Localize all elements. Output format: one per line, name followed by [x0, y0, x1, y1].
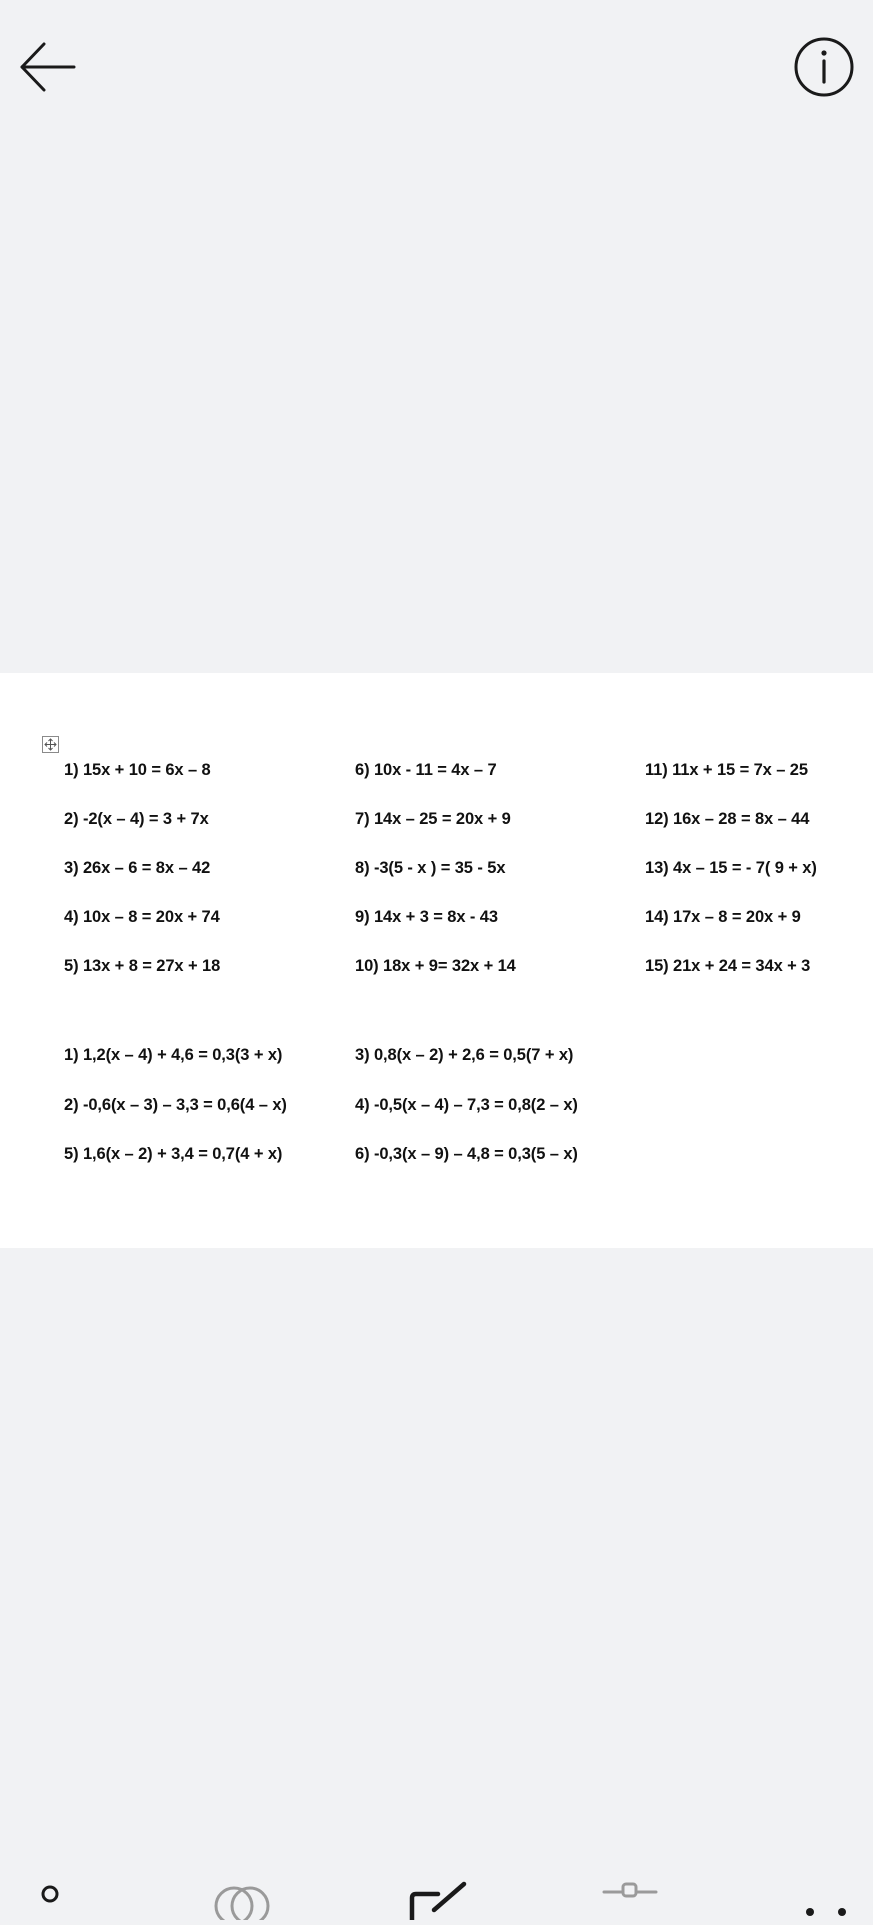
bottom-nav: [0, 1880, 873, 1920]
arrow-left-icon: [18, 38, 78, 98]
decimal-equation-4: 4) -0,5(x – 4) – 7,3 = 0,8(2 – x): [355, 1096, 578, 1114]
equation-11: 11) 11x + 15 = 7x – 25: [645, 761, 808, 779]
equation-5: 5) 13x + 8 = 27x + 18: [64, 957, 221, 975]
worksheet-image[interactable]: [0, 673, 873, 1248]
edit-icon[interactable]: [404, 1880, 468, 1920]
equation-13: 13) 4x – 15 = - 7( 9 + x): [645, 859, 817, 877]
back-button[interactable]: [18, 38, 78, 98]
decimal-equation-5: 5) 1,6(x – 2) + 3,4 = 0,7(4 + x): [64, 1145, 283, 1163]
decimal-equation-3: 3) 0,8(x – 2) + 2,6 = 0,5(7 + x): [355, 1046, 574, 1064]
equation-15: 15) 21x + 24 = 34x + 3: [645, 957, 811, 975]
person-icon[interactable]: [36, 1880, 64, 1920]
equation-1: 1) 15x + 10 = 6x – 8: [64, 761, 211, 779]
equation-3: 3) 26x – 6 = 8x – 42: [64, 859, 211, 877]
equation-4: 4) 10x – 8 = 20x + 74: [64, 908, 220, 926]
decimal-equation-1: 1) 1,2(x – 4) + 4,6 = 0,3(3 + x): [64, 1046, 283, 1064]
equation-10: 10) 18x + 9= 32x + 14: [355, 957, 516, 975]
move-handle-icon: [42, 736, 59, 753]
more-icon[interactable]: [800, 1880, 850, 1920]
equation-2: 2) -2(x – 4) = 3 + 7x: [64, 810, 209, 828]
adjust-icon[interactable]: [600, 1880, 660, 1920]
equation-7: 7) 14x – 25 = 20x + 9: [355, 810, 511, 828]
equation-9: 9) 14x + 3 = 8x - 43: [355, 908, 498, 926]
decimal-equation-2: 2) -0,6(x – 3) – 3,3 = 0,6(4 – x): [64, 1096, 287, 1114]
info-button[interactable]: [793, 36, 855, 98]
equation-14: 14) 17x – 8 = 20x + 9: [645, 908, 801, 926]
overlap-icon[interactable]: [210, 1880, 274, 1920]
equation-6: 6) 10x - 11 = 4x – 7: [355, 761, 497, 779]
decimal-equation-6: 6) -0,3(x – 9) – 4,8 = 0,3(5 – x): [355, 1145, 578, 1163]
info-circle-icon: [793, 36, 855, 98]
equation-8: 8) -3(5 - x ) = 35 - 5x: [355, 859, 506, 877]
equation-12: 12) 16x – 28 = 8x – 44: [645, 810, 810, 828]
top-bar: [0, 0, 873, 140]
